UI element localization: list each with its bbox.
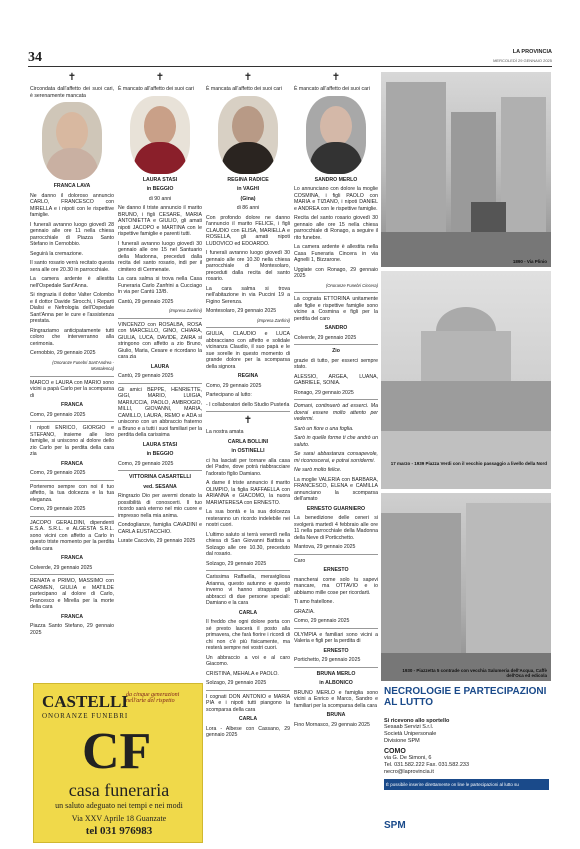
portrait-photo bbox=[130, 96, 190, 174]
notice-text: La cara salma si trova nella Casa Funeraria Carlo Zanfrini a Cucciago in via per Cantù 13/B. bbox=[118, 276, 202, 295]
divider bbox=[30, 516, 114, 517]
deceased-name: REGINA RADICE bbox=[227, 176, 269, 183]
deceased-married-name: in BEGGIO bbox=[146, 186, 174, 192]
divider bbox=[30, 376, 114, 377]
divider bbox=[294, 628, 378, 629]
square-drawing bbox=[381, 493, 551, 681]
deceased-name: BRUNA MERLO bbox=[316, 670, 356, 677]
deceased-name: ERNESTO GUARNIERO bbox=[306, 505, 366, 512]
deceased-nickname: (Gina) bbox=[240, 195, 256, 202]
condolence-name: SANDRO bbox=[324, 325, 348, 331]
necrology-line: Divisione SPM bbox=[384, 738, 420, 744]
notice-intro: La nostra amata bbox=[206, 429, 244, 435]
column-4 bbox=[294, 72, 378, 847]
notice-text: La camera ardente è allestita nella Casa Funeraria Cincera in via Agnelli 1, Bizzarone. bbox=[294, 244, 378, 263]
street-drawing bbox=[381, 72, 551, 267]
agency-credit: (Onoranze Funebri Sant'Andrea - Montalenca) bbox=[52, 359, 114, 371]
deceased-married-name: in ALBONICO bbox=[319, 680, 353, 686]
notice-text: Ringraziamo anticipatamente tutti coloro che interverranno alla cerimonia. bbox=[30, 327, 114, 347]
poem-text: Ne sarò molto felice. bbox=[294, 467, 342, 473]
condolence-date: Como, 29 gennaio 2025 bbox=[118, 460, 174, 467]
condolence-date: Piazza Santo Stefano, 29 gennaio 2025 bbox=[30, 623, 114, 636]
cross-icon: ✝ bbox=[331, 72, 341, 83]
necrology-note: È possibile inserire direttamente on line le partecipazioni al lutto su bbox=[384, 779, 549, 790]
condolence-text: Un abbraccio a voi e al caro Giacomo. bbox=[206, 654, 290, 667]
notice-text: L'ultimo saluto si terrà venerdì nella chiesa di San Giovanni Battista a Solzago alle ore 10.30, preceduto dal rosario. bbox=[206, 531, 290, 557]
agency-credit: (Impresa Zanfrini) bbox=[168, 308, 202, 313]
deceased-name: CARLA BOLLINI bbox=[227, 438, 269, 445]
notice-intro: È mancato all'affetto dei suoi cari bbox=[294, 86, 370, 92]
historic-photo bbox=[381, 271, 551, 489]
condolence-date: Ronago, 29 gennaio 2025 bbox=[294, 389, 354, 396]
divider bbox=[30, 421, 114, 422]
divider bbox=[118, 470, 202, 471]
condolence-text: BRUNO MERLO e famiglia sono vicini a Enrico e Marco, Sandro e familiari per la scomparsa della cara bbox=[294, 689, 378, 709]
notice-text: Ne danno il triste annuncio il marito BRUNO, i figli CESARE, MARIA ANTONIETTA e GIULIO, gli amati nipoti JACOPO e MARTINA con le rispettive famiglie e parenti tutti. bbox=[118, 205, 202, 237]
condolence-text: GIULIA, CLAUDIO e LUCA abbracciano con affetto e solidale vicinanza Claudio, il suo papà e le sue sorelle in questo momento di grande dolore per la scomparsa della signora bbox=[206, 331, 290, 370]
divider bbox=[206, 690, 290, 691]
notice-date: Cernobbio, 29 gennaio 2025 bbox=[30, 350, 96, 356]
necrology-address: via G. De Simoni, 6 bbox=[384, 755, 432, 761]
condolence-text: La cognata ETTORINA unitamente alle figlie e rispettive famiglie sono vicine a Cosmina e figli per la perdita del caro bbox=[294, 296, 378, 322]
deceased-married-name: in VAGHI bbox=[236, 186, 260, 192]
condolence-text: ALESSIO, ARGEA, LUANA, GABRIELE, SONIA. bbox=[294, 373, 378, 386]
deceased-name: FRANCA LAVA bbox=[53, 183, 91, 189]
condolence-text: JACOPO GERALDINI, dipendenti E.S.A. S.R.L. e ALGESTA S.R.L. sono vicini con affetto a Carlo in questo triste momento per la perdita della cara bbox=[30, 519, 114, 552]
condolence-text: Ti amo fratellone. bbox=[294, 599, 334, 605]
notice-intro: Circondata dall'affetto dei suoi cari, è serenamente mancata bbox=[30, 86, 114, 99]
notice-date: Solzago, 29 gennaio 2025 bbox=[206, 560, 267, 567]
photo-caption: 17 marzo - 1939 Piazza Verdi con il vecchio passaggio a livello della Nord bbox=[390, 461, 547, 466]
condolence-date: Solzago, 29 gennaio 2025 bbox=[206, 680, 267, 686]
condolence-text: grazie di tutto, per esserci sempre stato. bbox=[294, 357, 378, 370]
necrology-line: Società Unipersonale bbox=[384, 731, 437, 737]
condolence-text: mancherai come solo tu sapevi mancare, ma OTTAVIO e io abbiamo mille cose per ricordarti. bbox=[294, 576, 378, 596]
condolence-name-sub: ved. SESANA bbox=[143, 483, 177, 490]
condolence-name: ERNESTO bbox=[323, 647, 349, 654]
condolence-text: MARCO e LAURA con MARIO sono vicini a papà Carlo per la scomparsa di bbox=[30, 379, 114, 399]
condolence-name: Zio bbox=[332, 348, 340, 354]
deceased-name: LAURA STASI bbox=[142, 176, 178, 183]
spm-logo: SPM bbox=[384, 820, 406, 831]
portrait-photo bbox=[306, 96, 366, 174]
photo-caption: 1930 - Piazzetta 5 contrade con vecchia Salumeria dell'Acqua, Caffè dell'Oca ed edicola bbox=[402, 668, 547, 678]
historic-photos bbox=[381, 72, 551, 681]
notice-text: Il santo rosario verrà recitato questa sera alle ore 20.30 in parrocchiale. bbox=[30, 260, 114, 273]
condolence-date: Como, 29 gennaio 2025 bbox=[206, 382, 262, 389]
condolence-name: FRANCA bbox=[61, 613, 83, 620]
cathedral-drawing bbox=[381, 271, 551, 489]
photo-caption: 1890 - Via Plinio bbox=[512, 259, 547, 264]
notice-text: La camera ardente è allestita nell'Ospedale Sant'Anna. bbox=[30, 276, 114, 289]
cross-icon: ✝ bbox=[243, 72, 253, 83]
condolence-name: FRANCA bbox=[61, 460, 83, 467]
cross-icon: ✝ bbox=[67, 72, 77, 83]
notice-text: I funerali avranno luogo giovedì 30 gennaio alle ore 15 nel Santuario della Madonna, preceduti dalla recita del santo rosario, indi per il cimitero di Cermenate. bbox=[118, 240, 202, 273]
poem-text: Sarò in quelle forme ti che andrò un saluto. bbox=[294, 435, 378, 448]
condolence-text: GRAZIA. bbox=[294, 608, 315, 615]
necrology-email[interactable]: necro@laprovincia.it bbox=[384, 769, 434, 775]
condolence-name: LAURA STASI bbox=[142, 441, 178, 448]
condolence-name: FRANCA bbox=[61, 402, 83, 408]
issue-date: MERCOLEDÌ 29 GENNAIO 2025 bbox=[493, 58, 552, 63]
notice-text: Recita del santo rosario giovedì 30 gennaio alle ore 15 nella chiesa parrocchiale di Ronago, a seguire il rito funebre. bbox=[294, 215, 378, 241]
ad-tagline: da cinque generazioni nell'arte del rispetto bbox=[126, 692, 180, 704]
notice-date: Cantù, 29 gennaio 2025 bbox=[118, 298, 174, 305]
cross-icon: ✝ bbox=[155, 72, 165, 83]
condolence-text: Ringrazio Dio per avermi donato la possibilità di conoscerti. Il tuo ricordo sarà eterno nel mio cuore e impresso nella mia anima. bbox=[118, 493, 202, 519]
condolence-name: CARLA bbox=[238, 716, 258, 722]
agency-credit: (Impresa Zanfrini) bbox=[256, 317, 290, 323]
notice-intro: È mancata all'affetto dei suoi cari bbox=[206, 86, 282, 92]
condolence-date: Lurate Caccivio, 29 gennaio 2025 bbox=[118, 538, 196, 544]
condolence-text: I cognati DON ANTONIO e MARIA PIA e i nipoti tutti piangono la scomparsa della cara bbox=[206, 693, 290, 713]
notice-date: Uggiate con Ronago, 29 gennaio 2025 bbox=[294, 266, 378, 279]
condolence-name: BRUNA bbox=[326, 712, 346, 718]
poem-text: Sarò un fiore o una foglia. bbox=[294, 425, 354, 432]
notice-text: Ne danno il doloroso annuncio CARLO, FRANCESCO con MIRELLA e i nipoti con le rispettive famiglie. bbox=[30, 192, 114, 218]
condolence-text: Caro bbox=[294, 557, 306, 564]
deceased-name: SANDRO MERLO bbox=[314, 176, 358, 183]
condolence-text: Porteremo sempre con noi il tuo affetto, la tua dolcezza e la tua eleganza. bbox=[30, 483, 114, 503]
ad-title: casa funeraria bbox=[68, 780, 170, 800]
notice-date: Montesolaro, 29 gennaio 2025 bbox=[206, 308, 277, 314]
column-2 bbox=[118, 72, 202, 682]
condolence-text: Carissima Raffaella, meravigliosa Arianna, questo autunno e questo inverno vi hanno strappato gli abbracci di due persone speciali: Damiano e la cara bbox=[206, 574, 290, 606]
divider bbox=[294, 344, 378, 345]
condolence-text: Condoglianze, famiglia CAVADINI e CARLA EUSTACCHIO. bbox=[118, 522, 202, 535]
header-rule bbox=[28, 66, 552, 67]
notice-text: I funerali avranno luogo giovedì 28 gennaio alle ore 11 nella chiesa parrocchiale di Piazza Santo Stefano in Cernobbio. bbox=[30, 221, 114, 247]
condolence-name: CARLA bbox=[238, 609, 258, 616]
notice-text: La sua bontà e la sua dolcezza resteranno un ricordo indelebile nei nostri cuori. bbox=[206, 509, 290, 528]
necrology-phone: Tel. 031.582.222 Fax. 031.582.233 bbox=[384, 762, 470, 768]
condolence-date: Colverde, 29 gennaio 2025 bbox=[30, 564, 93, 571]
column-1 bbox=[30, 72, 114, 682]
deceased-age: di 86 anni bbox=[236, 205, 260, 211]
ad-company-name: CASTELLI bbox=[42, 692, 128, 711]
condolence-text: - I collaboratori dello Studio Pusterla bbox=[206, 401, 290, 408]
notice-text: La moglie VALERIA con BARBARA, FRANCESCO, ELENA e CAMILLA annunciano la scomparsa dell'amato bbox=[294, 476, 378, 502]
page-header bbox=[0, 0, 580, 70]
divider bbox=[206, 327, 290, 328]
necrology-city: COMO bbox=[384, 748, 406, 755]
notice-intro: È mancato all'affetto dei suoi cari bbox=[118, 86, 194, 92]
divider bbox=[206, 411, 290, 412]
poem-text: Se sarai abbastanza consapevole, mi riconoscerai, e potrai sorridermi. bbox=[294, 451, 378, 464]
condolence-date: Como, 29 gennaio 2025 bbox=[30, 470, 86, 476]
notice-text: Si ringrazia il dottor Valter Colombo e il dottor Davide Sirocchi, i Reparti Dialisi e Nefrologia dell'Ospedale Sant'Anna per le cure e l'assistenza prestata. bbox=[30, 292, 114, 324]
divider bbox=[118, 383, 202, 384]
portrait-photo bbox=[42, 102, 102, 180]
condolence-name: FRANCA bbox=[61, 555, 83, 561]
notice-date: Mantova, 29 gennaio 2025 bbox=[294, 544, 356, 550]
condolence-text: VINCENZO con ROSALBA, ROSA con MARCELLO, GINO, CHIARA, GIULIA, LUCA, DAVIDE, ZAIRA si stringono con affetto a zio Bruno, Giulio, Maria, Cesare e ricordano la cara zia bbox=[118, 321, 202, 360]
notice-text: La cara salma si trova nell'abitazione in via Puccini 19 a Figino Serenza. bbox=[206, 285, 290, 305]
divider bbox=[294, 292, 378, 293]
funeral-home-ad bbox=[33, 683, 203, 843]
ad-address: Via XXV Aprile 18 Guanzate bbox=[71, 814, 167, 823]
notice-text: La benedizione delle ceneri si svolgerà martedì 4 febbraio alle ore 11 nella parrocchiale della Madonna della Neve di Porticchetto. bbox=[294, 515, 378, 541]
historic-photo bbox=[381, 493, 551, 681]
ad-logo: CF bbox=[82, 723, 152, 780]
notice-text: A darne il triste annuncio il marito OLIMPIO, la figlia RAFFAELLA con ARIANNA e GIACOMO, la nuora MARIATERESA con ERNESTO. bbox=[206, 480, 290, 506]
condolence-text: CRISTINA, MEHALA e PAOLO. bbox=[206, 670, 279, 677]
condolence-date: Portichetto, 29 gennaio 2025 bbox=[294, 657, 361, 663]
condolence-text: RENATA e PRIMO, MASSIMO con CARMEN, GIULIA e MATILDE partecipano al dolore di Carlo, Francesco e Mirella per la morte della cara bbox=[30, 578, 114, 610]
condolence-name: REGINA bbox=[237, 373, 259, 379]
divider bbox=[294, 399, 378, 400]
cross-icon: ✝ bbox=[243, 415, 253, 426]
ad-line: un saluto adeguato nei tempi e nei modi bbox=[55, 801, 183, 810]
condolence-text: Il freddo che ogni dolore porta con sé presto lascerà il posto alla primavera, che farà fiorire i ricordi di chi non c'è più fisicamente, ma resterà sempre nei vostri cuori. bbox=[206, 619, 290, 651]
condolence-text: Partecipano al lutto: bbox=[206, 392, 252, 398]
ad-company-sub: ONORANZE FUNEBRI bbox=[42, 712, 129, 720]
condolence-text: OLYMPIA e familiari sono vicini a Valeria e figli per la perdita di bbox=[294, 631, 378, 644]
agency-credit: (Onoranze Funebri Cincera) bbox=[325, 282, 378, 288]
condolence-date: Como, 29 gennaio 2025 bbox=[30, 411, 86, 418]
divider bbox=[30, 574, 114, 575]
condolence-name: ERNESTO bbox=[323, 567, 349, 573]
condolence-name: VITTORINA CASARTELLI bbox=[129, 474, 191, 480]
column-3 bbox=[206, 72, 290, 847]
deceased-married-name: in OSTINELLI bbox=[231, 448, 265, 454]
ad-phone: tel 031 976983 bbox=[85, 825, 153, 837]
necrology-received: Si ricevono allo sportello bbox=[384, 718, 450, 724]
condolence-text: I nipoti ENRICO, GIORGIO e STEFANO, insieme alle loro famiglie, si uniscono al dolore dello zio Carlo per la perdita della cara zia bbox=[30, 425, 114, 457]
condolence-name-sub: in BEGGIO bbox=[146, 451, 174, 457]
necrology-info-box bbox=[384, 686, 549, 844]
condolence-name: LAURA bbox=[150, 363, 170, 370]
condolence-date: Como, 29 gennaio 2025 bbox=[294, 618, 350, 624]
notice-text: Seguirà la cremazione. bbox=[30, 250, 84, 257]
divider bbox=[206, 570, 290, 571]
notice-text: Lo annunciano con dolore la moglie COSMINA, i figli PAOLO con MARIA e TIZIANO, i nipoti DANIEL e ANDREA con le rispettive famiglie. bbox=[294, 186, 378, 212]
deceased-age: di 90 anni bbox=[148, 195, 172, 202]
condolence-date: Fino Mornasco, 29 gennaio 2025 bbox=[294, 721, 370, 728]
poem-text: Domani, continuerò ad esserci. Ma dovrai essere molto attento per vedermi. bbox=[294, 403, 378, 422]
portrait-photo bbox=[218, 96, 278, 174]
condolence-date: Colverde, 29 gennaio 2025 bbox=[294, 334, 357, 341]
condolence-date: Cantù, 29 gennaio 2025 bbox=[118, 373, 174, 379]
divider bbox=[294, 667, 378, 668]
notice-text: I funerali avranno luogo giovedì 30 gennaio alle ore 10.30 nella chiesa parrocchiale di Montesolaro, preceduti dalla recita del santo rosario. bbox=[206, 250, 290, 282]
condolence-text: Gli amici BEPPE, HENRIETTE, GIGI, MARIO, LUIGIA, MARIUCCIA, PAOLO, AMBROGIO, MILLI, GIOVANNI, MARIA, CAMILLO, LAURA, REMO e ADA si uniscono con un abbraccio fraterno a Bruno e a tutti i suoi familiari per la perdita della carissima bbox=[118, 386, 202, 438]
historic-photo bbox=[381, 72, 551, 267]
newspaper-brand: LA PROVINCIA bbox=[512, 49, 552, 55]
notice-text: Con profondo dolore ne danno l'annuncio il marito FELICE, i figli CLAUDIO con ELISA, MARIELLA e ROSELLA, gli amati nipoti LUDOVICO ed EDOARDO. bbox=[206, 214, 290, 247]
necrology-title: NECROLOGIE E PARTECIPAZIONI AL LUTTO bbox=[384, 686, 547, 708]
notice-text: ci ha lasciati per tornare alla casa del Padre, dove potrà riabbracciare l'adorato figlio Damiano. bbox=[206, 457, 290, 477]
page-number: 34 bbox=[28, 50, 42, 65]
condolence-date: Como, 29 gennaio 2025 bbox=[30, 506, 86, 512]
divider bbox=[118, 318, 202, 319]
necrology-line: Sesaab Servizi S.r.l. bbox=[384, 724, 434, 730]
condolence-date: Lora - Albese con Cassano, 29 gennaio 2025 bbox=[206, 725, 290, 738]
divider bbox=[30, 480, 114, 481]
divider bbox=[294, 554, 378, 555]
